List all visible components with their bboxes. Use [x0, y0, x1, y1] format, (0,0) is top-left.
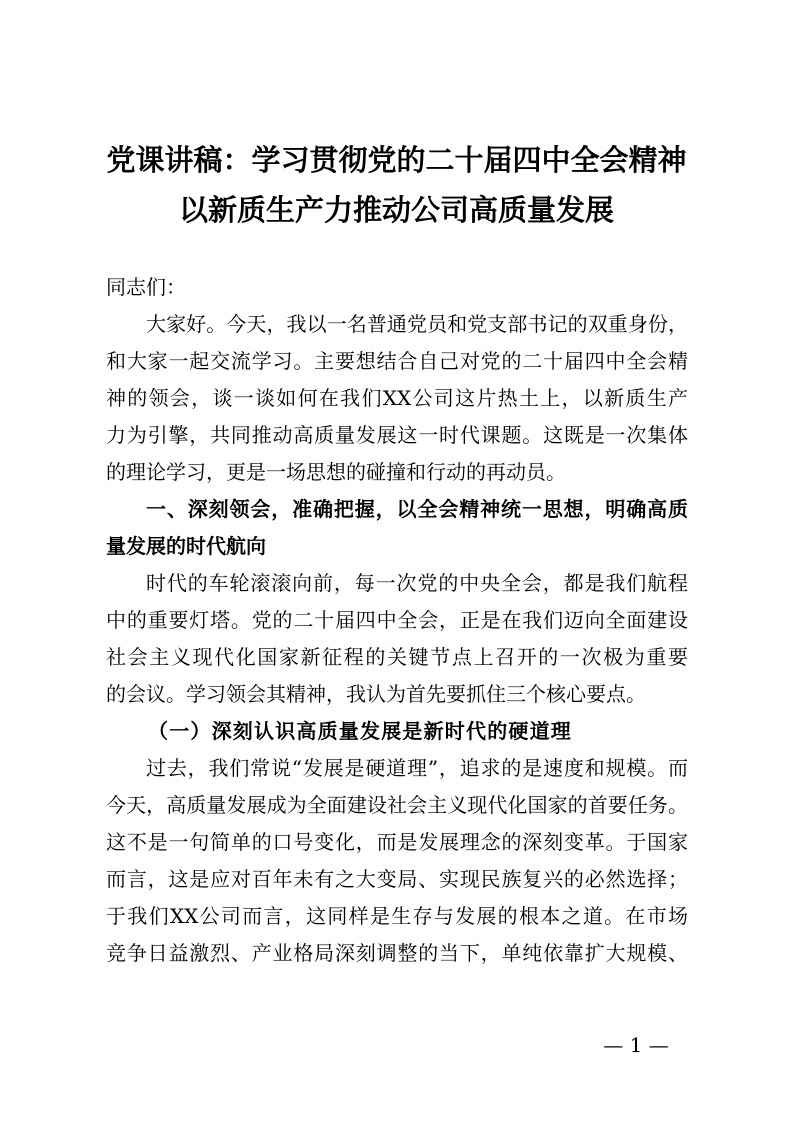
- text-line: 时代的车轮滚滚向前，每一次党的中央全会，都是我们航程: [146, 571, 688, 595]
- text-line: 神的领会，谈一谈如何在我们XX公司这片热土上，以新质生产: [106, 386, 688, 410]
- text-line: 于我们XX公司而言，这同样是生存与发展的根本之道。在市场: [106, 904, 688, 928]
- text-line: 的会议。学习领会其精神，我认为首先要抓住三个核心要点。: [106, 682, 646, 706]
- section-heading: [106, 491, 688, 565]
- text-line: 力为引擎，共同推动高质量发展这一时代课题。这既是一次集体: [106, 423, 688, 447]
- title-line: 以新质生产力推动公司高质量发展: [178, 193, 614, 227]
- subsection-heading: （一）深刻认识高质量发展是新时代的硬道理: [148, 719, 572, 743]
- paragraph-section-intro: [106, 565, 688, 713]
- text-line: 竞争日益激烈、产业格局深刻调整的当下，单纯依靠扩大规模、: [106, 941, 688, 965]
- paragraph-intro: [106, 306, 688, 491]
- heading-line: 量发展的时代航向: [106, 534, 266, 558]
- document-title: [0, 135, 793, 235]
- text-line: 过去，我们常说“发展是硬道理”，追求的是速度和规模。而: [146, 756, 688, 780]
- text-line: 中的重要灯塔。党的二十届四中全会，正是在我们迈向全面建设: [106, 608, 688, 632]
- text-line: 今天，高质量发展成为全面建设社会主义现代化国家的首要任务。: [106, 793, 688, 817]
- title-line: 党课讲稿：学习贯彻党的二十届四中全会精神: [106, 143, 687, 177]
- text-line: 的理论学习，更是一场思想的碰撞和行动的再动员。: [106, 460, 566, 484]
- text-line: 和大家一起交流学习。主要想结合自己对党的二十届四中全会精: [106, 349, 688, 373]
- paragraph-subsection: [106, 750, 688, 972]
- document-body: [106, 269, 688, 972]
- text-line: 而言，这是应对百年未有之大变局、实现民族复兴的必然选择；: [106, 867, 688, 891]
- salutation: 同志们：: [106, 275, 186, 299]
- text-line: 大家好。今天，我以一名普通党员和党支部书记的双重身份，: [146, 312, 688, 336]
- page-number: — 1 —: [603, 1033, 669, 1057]
- text-line: 社会主义现代化国家新征程的关键节点上召开的一次极为重要: [106, 645, 688, 669]
- heading-line: 一、深刻领会，准确把握，以全会精神统一思想，明确高质: [146, 497, 688, 521]
- text-line: 这不是一句简单的口号变化，而是发展理念的深刻变革。于国家: [106, 830, 688, 854]
